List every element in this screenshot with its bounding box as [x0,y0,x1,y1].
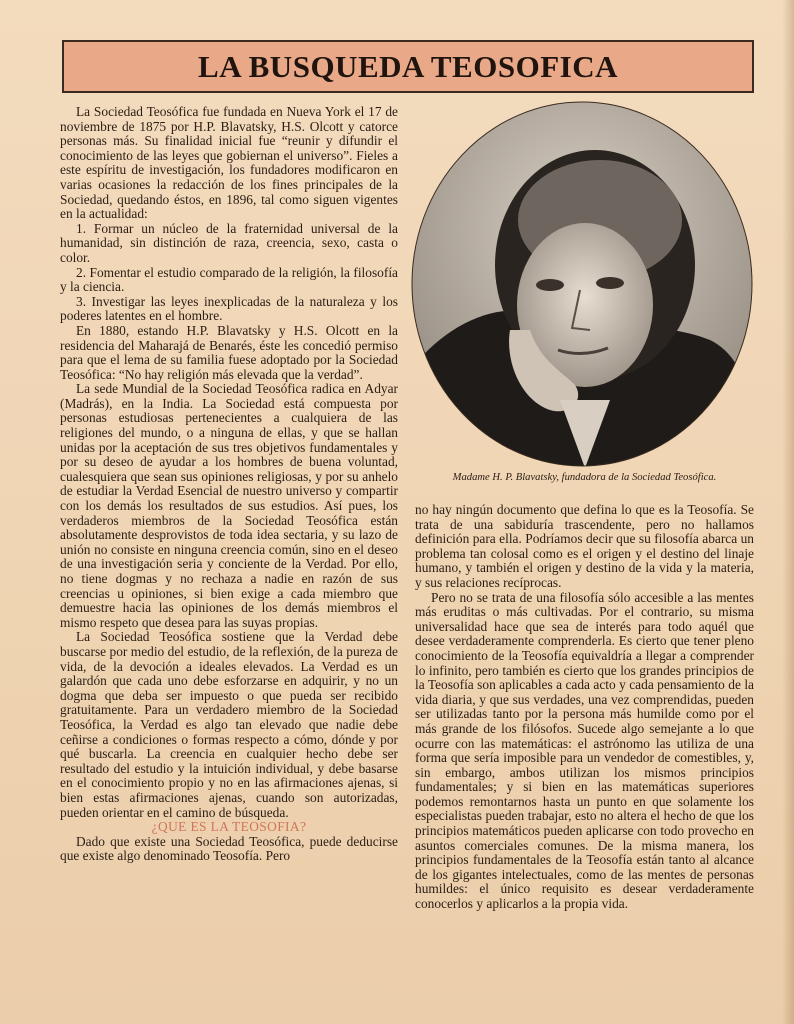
section-subheading: ¿QUE ES LA TEOSOFIA? [151,819,307,835]
paragraph: no hay ningún documento que defina lo que es la Teosofía. Se trata de una sabiduría trascendente, pero no hallamos definición para ella. Podríamos decir que su filosofía abarca un problema tan colosal como es el origen y el destino del linaje humano, y también el origen y destino de la vida y la materia, y sus relaciones recíprocas. [415,502,754,590]
paragraph: Pero no se trata de una filosofía sólo accesible a las mentes más eruditas o más cultivadas. Por el contrario, su misma universalidad hace que sea de interés para todo aquél que desee verdaderamente comprenderla. Es cierto que tener pleno conocimiento de la Teosofía equivaldría a llegar a comprender lo infinito, pero también es cierto que los grandes principios de la Teosofía son aplicables a cada acto y cada pensamiento de la vida diaria, y que sus verdades, una vez comprendidas, pueden ser utilizadas tanto por la persona más humilde como por el más grande de los filósofos. Sucede algo semejante a lo que ocurre con las matemáticas: el astrónomo las utiliza de una forma que sería imposible para un vendedor de comestibles, y, sin embargo, ambos utilizan los mismos principios fundamentales; y si bien en las matemáticas superiores podemos remontarnos hasta un punto en que solamente los especialistas pueden trabajar, esto no altera el hecho de que los principios matemáticos pueden aplicarse con todo provecho en asuntos comerciales comunes. De la misma manera, los principios fundamentales de la Teosofía están tanto al alcance de los gigantes intelectuales, como de las mentes de personas humildes: el único requisito es desear verdaderamente conocerlos y aplicarlos a la propia vida. [415,589,754,912]
paragraph: Dado que existe una Sociedad Teosófica, puede deducirse que existe algo denominado Teosofía. Pero [60,833,398,864]
paragraph: En 1880, estando H.P. Blavatsky y H.S. Olcott en la residencia del Maharajá de Benarés, éste les concedió permiso para que el lema de su familia fuese adoptado por la Sociedad Teosófica: “No hay religión más elevada que la verdad”. [60,322,398,382]
paragraph: La Sociedad Teosófica sostiene que la Verdad debe buscarse por medio del estudio, de la reflexión, de la pureza de vida, de la devoción a ideales elevados. La Verdad es un galardón que cada uno debe esforzarse en adquirir, y no un dogma que deba ser impuesto o que pueda ser recibido gratuitamente. Para un verdadero miembro de la Sociedad Teosófica, la Verdad es algo tan elevado que nadie debe ceñirse a condiciones o formas respecto a cómo, dónde y por qué buscarla. La creencia en cualquier hecho debe ser resultado del estudio y la intuición individual, y debe basarse en el conocimiento propio y no en las afirmaciones ajenas, si bien estas afirmaciones ajenas, cuando son autorizadas, pueden orientar en el camino de búsqueda. [60,629,398,820]
left-column [60,105,398,864]
page-title: LA BUSQUEDA TEOSOFICA [198,48,618,84]
objective-3: 3. Investigar las leyes inexplicadas de la naturaleza y los poderes latentes en el hombre. [60,293,398,324]
objective-1: 1. Formar un núcleo de la fraternidad universal de la humanidad, sin distinción de raza, creencia, sexo, casta o color. [60,220,398,265]
title-banner [62,40,754,93]
portrait-photo [410,100,755,468]
page-edge-shadow [782,0,794,1024]
photo-caption: Madame H. P. Blavatsky, fundadora de la Sociedad Teosófica. [452,472,717,483]
objective-2: 2. Fomentar el estudio comparado de la religión, la filosofía y la ciencia. [60,264,398,295]
right-column [415,503,754,912]
paragraph: La Sociedad Teosófica fue fundada en Nueva York el 17 de noviembre de 1875 por H.P. Blavatsky, H.S. Olcott y catorce personas más. Su finalidad inicial fue “reunir y difundir el conocimiento de las leyes que gobiernan el universo”. Fieles a este espíritu de investigación, los fundadores modificaron en varias ocasiones la redacción de los fines principales de la Sociedad, quedando éstos, en 1896, tal como siguen vigentes en la actualidad: [60,104,398,222]
paragraph: La sede Mundial de la Sociedad Teosófica radica en Adyar (Madrás), en la India. La Sociedad está compuesta por personas estudiosas pertenecientes a cualquiera de las religiones del mundo, o a ninguna de ellas, y que se hallan unidas por la aceptación de sus tres objetivos fundamentales y por su deseo de ayudar a los hombres de buena voluntad, cualesquiera que sean sus opiniones religiosas, y por su anhelo de estudiar la Verdad Esencial de nuestro universo y compartir con los demás los resultados de sus estudios. Así pues, los verdaderos miembros de la Sociedad Teosófica están absolutamente desprovistos de toda idea sectaria, y su lazo de unión no consiste en ninguna creencia común, sino en el deseo de una investigación seria y conciente de la Verdad. Por ello, no tiene dogmas y no rechaza a nadie en razón de sus creencias u opiniones, si bien exige a cada miembro que demuestre hacia las opiniones de los demás miembros el mismo respeto que desea para las suyas propias. [60,381,398,630]
portrait-illustration [410,100,755,468]
